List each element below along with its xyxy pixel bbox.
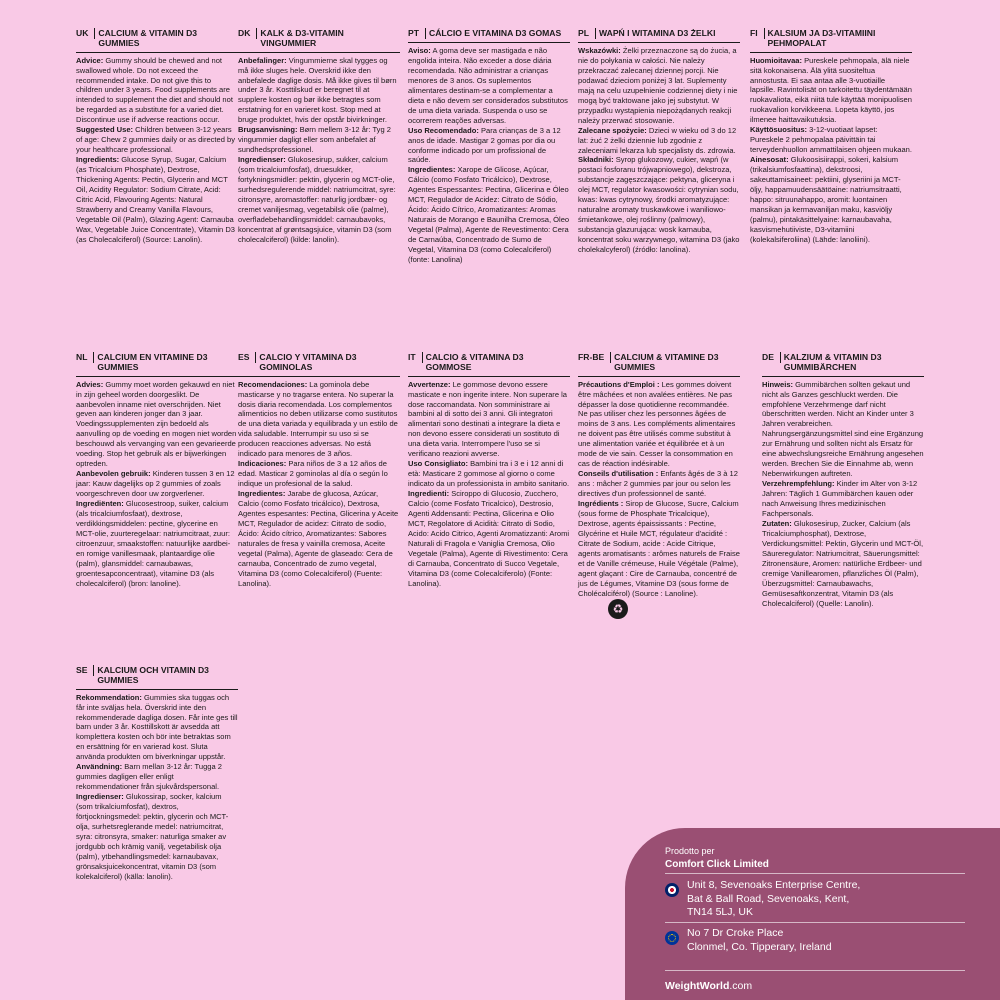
section-title: KALK & D3-VITAMIN VINGUMMIER — [260, 28, 344, 49]
usage-text: Verzehrempfehlung: Kinder im Alter von 3-12 Jahren: Täglich 1 Gummibärchen kauen oder nach Anweisung Ihres medizinischen Fachpersonals. — [762, 479, 918, 519]
advice-text: Wskazówki: Żelki przeznaczone są do żucia, a nie do połykania w całości. Nie należy przekraczać zalecanej dziennej porcji. Nie podawać dzieciom poniżej 3 lat. Suplementy mają na celu uzupełnienie codziennej diety i nie mogą być traktowane jako jej substytut. W przypadku wystąpienia niepożądanych reakcji należy przerwać stosowanie. — [578, 46, 738, 125]
advice-text: Rekommendation: Gummies ska tuggas och får inte sväljas hela. Överskrid inte den rekommenderade dagliga dosen. Får inte ges till barn under 3 år. Kosttillskott är avsedda att komplettera kosten och bör inte betraktas som en ersättning för en varierad kost. Sluta använda produkten om biverkningar uppstår. — [76, 692, 238, 762]
uk-flag-icon — [665, 883, 679, 897]
ingredients-text: Ainesosat: Glukoosisiirappi, sokeri, kalsium (trikalsiumfosfaattina), dekstroosi, sakeuttamisaineet: pektiini, glyseriini ja MCT-öljy, happamuudensäätöaine: natriumsitraatti, happo: sitruunahappo, aromit: luontainen mansikan ja kermavaniljan maku, kasviöljy (palmu), pintakäsittelyaine: karnaubavaha, kasvismehutiiviste, D3-vitamiini (kolekalsiferoliina) (Lähde: lanoliini). — [750, 155, 902, 244]
country-code: UK — [76, 28, 89, 38]
company-name: Comfort Click Limited — [665, 859, 769, 870]
divider — [665, 922, 965, 923]
ingredients-text: Ingredientes: Xarope de Glicose, Açúcar, Cálcio (como Fosfato Tricálcico), Dextrose, Agentes Espessantes: Pectina, Glicerina e Óleo MCT, Regulador de Acidez: Citrato de Sódio, Ácido: Ácido Cítrico, Aromatizantes: Aromas Naturais de Morango e Baunilha Cremosa, Óleo Vegetal (Palma), Agente de Revestimento: Cera de Carnaúba, Concentrado de Sumo de Vegetal, Vitamina D3 (como Colecalciferol) (fonte: Lanolina) — [408, 165, 570, 265]
usage-text: Zalecane spożycie: Dzieci w wieku od 3 do 12 lat: żuć 2 żelki dziennie lub zgodnie z zaleceniami lekarza lub specjalisty ds. zdrowia. — [578, 125, 737, 155]
usage-text: Conseils d'utilisation : Enfants âgés de 3 à 12 ans : mâcher 2 gummies par jour ou selon les directives d'un professionnel de santé. — [578, 469, 738, 499]
address-line: Clonmel, Co. Tipperary, Ireland — [687, 940, 832, 953]
country-code: PL — [578, 28, 589, 38]
advice-text: Huomioitavaa: Pureskele pehmopala, älä niele sitä kokonaisena. Älä ylitä suositeltua annostusta. Ei saa antaa alle 3-vuotiaille lapsille. Ravintolisät on tarkoitettu täydentämään ruokavaliota, eikä niitä tule käyttää monipuolisen ruokavalion korvikkeena. Lopeta käyttö, jos ilmenee haittavaikutuksia. — [750, 55, 912, 125]
brand-website: WeightWorld.com — [665, 980, 753, 992]
country-code: SE — [76, 665, 88, 675]
advice-text: Recomendaciones: La gominola debe masticarse y no tragarse entera. No superar la dosis diaria recomendada. Los complementos alimenticios no deben utilizarse como sustitutos de una dieta variada y equilibrada y un estilo de vida saludable. Interrumpir su uso si se producen reacciones adversas. No está indicado para menores de 3 años. — [238, 379, 398, 459]
divider — [76, 689, 238, 690]
made-for-label: Prodotto per — [665, 846, 715, 856]
ingredients-text: Ingredientes: Jarabe de glucosa, Azúcar, Calcio (como Fosfato tricálcico), Dextrosa, Agentes espesantes: Pectina, Glicerina y Aceite MCT, Regulador de acidez: Citrato de sodio, Ácido: Ácido cítrico, Aromatizantes: Sabores naturales de fresa y vainilla cremosa, Aceite vegetal (Palma), Agente de glaseado: Cera de carnauba, Concentrado de zumo vegetal, Vitamina D3 (como Colecalciferol) (Fuente: Lanolina). — [238, 489, 399, 588]
country-code: DK — [238, 28, 251, 38]
divider — [762, 376, 924, 377]
ingredients-text: Ingredienti: Sciroppo di Glucosio, Zucchero, Calcio (come Fosfato Tricalcico), Destrosio, Agenti Addensanti: Pectina, Glicerina e Olio MCT, Regolatore di Acidità: Citrato di Sodio, Acido: Acido Citrico, Agenti Aromatizzanti: Aromi Naturali di Fragola e Vaniglia Cremosa, Olio Vegetale (Palma), Agente di Rivestimento: Cera di Carnauba, Concentrato di Succo Vegetale, Vitamina D3 (come Colecalciferolo) (Fonte: Lanolina). — [408, 489, 570, 588]
divider — [665, 873, 965, 874]
country-code: IT — [408, 352, 416, 362]
section-pl — [578, 28, 740, 255]
advice-text: Advice: Gummy should be chewed and not swallowed whole. Do not exceed the recommended intake. Do not give this to children under 3 years. Food supplements are intended to supplement the diet and should not be regarded as a substitute for a varied diet. Discontinue use if adverse reactions occur. — [76, 55, 233, 125]
country-code: ES — [238, 352, 250, 362]
country-code: FI — [750, 28, 758, 38]
section-se — [76, 665, 238, 882]
usage-text: Brugsanvisning: Børn mellem 3-12 år: Tyg 2 vingummier dagligt eller som anbefalet af sundhedsprofessionel. — [238, 125, 391, 155]
section-fr-be — [578, 352, 740, 619]
divider — [408, 376, 570, 377]
divider — [665, 970, 965, 971]
section-es — [238, 352, 400, 589]
ingredients-text: Ingredients: Glucose Syrup, Sugar, Calcium (as Tricalcium Phosphate), Dextrose, Thickening Agents: Pectin, Glycerin and MCT Oil, Acidity Regulator: Sodium Citrate, Acid: Citric Acid, Flavouring Agents: Natural Strawberry and Creamy Vanilla Flavours, Vegetable Oil (Palm), Glazing Agent: Carnauba Wax, Vegetable Juice Concentrate), Vitamin D3 (as Cholecalciferol) (Source: Lanolin). — [76, 155, 235, 244]
country-code: FR-BE — [578, 352, 605, 362]
section-de — [762, 352, 924, 609]
ingredients-text: Ingrediënten: Glucosestroop, suiker, calcium (als tricalciumfosfaat), dextrose, verdikkingsmiddelen: pectine, glycerine en MCT-olie, zuurteregelaar: natriumcitraat, zuur: citroenzuur, smaakstoffen: natuurlijke aardbei- en romige vanillesmaak, plantaardige olie (palm), glansmiddel: carnaubawas, groentesapconcentraat), vitamine D3 (als cholecalciferol) (bron: lanoline). — [76, 499, 231, 588]
usage-text: Uso Consigliato: Bambini tra i 3 e i 12 anni di età: Masticare 2 gommose al giorno o come indicato da un professionista in ambito sanitario. — [408, 459, 570, 489]
advice-text: Aviso: A goma deve ser mastigada e não engolida inteira. Não exceder a dose diária recomendada. Não administrar a crianças menores de 3 anos. Os suplementos alimentares destinam-se a complementar a dieta e não devem ser considerados substitutos de uma dieta variada. Suspenda o uso se ocorrerem reações adversas. — [408, 46, 568, 125]
section-fi — [750, 28, 912, 245]
advice-text: Advies: Gummy moet worden gekauwd en niet in zijn geheel worden doorgeslikt. De aanbevolen inname niet overschrijden. Niet geven aan kinderen jonger dan 3 jaar. Voedingssupplementen zijn bedoeld als aanvulling op de voeding en mogen niet worden beschouwd als vervanging van een gevarieerde voeding. Stop het gebruik als er bijwerkingen optreden. — [76, 379, 237, 469]
usage-text: Uso Recomendado: Para crianças de 3 a 12 anos de idade. Mastigar 2 gomas por dia ou conforme indicado por um profissional de saúde. — [408, 125, 561, 165]
section-dk — [238, 28, 400, 245]
country-code: NL — [76, 352, 88, 362]
country-code: PT — [408, 28, 419, 38]
section-it — [408, 352, 570, 589]
eu-address — [665, 927, 832, 954]
divider — [578, 376, 740, 377]
usage-text: Käyttösuositus: 3-12-vuotiaat lapset: Pureskele 2 pehmopalaa päivittäin tai terveydenhuollon ammattilaisen ohjeen mukaan. — [750, 125, 912, 155]
divider — [238, 376, 400, 377]
recycle-icon: ♻ — [608, 599, 628, 619]
section-title: KALSIUM JA D3-VITAMIINI PEHMOPALAT — [767, 28, 876, 49]
ingredients-text: Ingrédients : Sirop de Glucose, Sucre, Calcium (sous forme de Phosphate Tricalcique), Dextrose, agents épaississants : Pectine, Glycérine et Huile MCT, régulateur d'acidité : Citrate de Sodium, acide : Acide Citrique, agents aromatisants : arômes naturels de Fraise et de Vanille crémeuse, Huile Végétale (Palme), agent glaçant : Cire de Carnauba, concentré de jus de Légumes, Vitamine D3 (sous forme de Cholécalciférol) (Source : Lanoline).♻ — [578, 499, 740, 619]
section-title: CALCIUM EN VITAMINE D3 GUMMIES — [97, 352, 208, 373]
divider — [76, 376, 238, 377]
address-line: Unit 8, Sevenoaks Enterprise Centre, — [687, 879, 861, 891]
ingredients-text: Ingredienser: Glukossirap, socker, kalcium (som trikalciumfosfat), dextros, förtjockningsmedel: pektin, glycerin och MCT-olja, surhetsreglerande medel: natriumcitrat, syra: citronsyra, smaker: naturliga smaker av jordgubb och krämig vanilj, vegetabilisk olja (palm), ytbehandlingsmedel: karnaubavax, grönsaksjuicekoncentrat, vitamin D3 (som kolekalciferol) (källa: lanolin). — [76, 792, 229, 881]
divider — [76, 52, 238, 53]
divider — [578, 42, 740, 43]
advice-text: Hinweis: Gummibärchen sollten gekaut und nicht als Ganzes geschluckt werden. Die empfohlene Verzehrmenge darf nicht überschritten werden. Nicht an Kinder unter 3 Jahren verabreichen. Nahrungsergänzungsmittel sind eine Ergänzung zur Ernährung und sollten nicht als Ersatz für eine abwechslungsreiche Ernährung angesehen werden. Brechen Sie die Einnahme ab, wenn Nebenwirkungen auftreten. — [762, 379, 924, 479]
usage-text: Suggested Use: Children between 3-12 years of age: Chew 2 gummies daily or as directed by your healthcare professional. — [76, 125, 235, 155]
section-title: CÁLCIO E VITAMINA D3 GOMAS — [428, 28, 562, 38]
section-title: CALCIO & VITAMINA D3 GOMMOSE — [425, 352, 524, 373]
country-code: DE — [762, 352, 774, 362]
divider — [750, 52, 912, 53]
usage-text: Indicaciones: Para niños de 3 a 12 años de edad. Masticar 2 gominolas al día o según lo indique un profesional de la salud. — [238, 459, 388, 489]
divider — [238, 52, 400, 53]
eu-flag-icon — [665, 931, 679, 945]
section-title: WAPŃ I WITAMINA D3 ŻELKI — [598, 28, 716, 38]
usage-text: Aanbevolen gebruik: Kinderen tussen 3 en 12 jaar: Kauw dagelijks op 2 gummies of zoals voorgeschreven door uw zorgverlener. — [76, 469, 235, 499]
address-line: Bat & Ball Road, Sevenoaks, Kent, — [687, 892, 850, 905]
section-title: KALCIUM OCH VITAMIN D3 GUMMIES — [97, 665, 209, 686]
section-nl — [76, 352, 238, 589]
section-title: CALCIUM & VITAMIN D3 GUMMIES — [98, 28, 198, 49]
advice-text: Précautions d'Emploi : Les gommes doivent être mâchées et non avalées entières. Ne pas dépasser la dose quotidienne recommandée. Ne pas utiliser chez les personnes âgées de moins de 3 ans. Les compléments alimentaires ne doivent pas être utilisés comme substitut à une alimentation variée et équilibrée et à un mode de vie sain. Cesser la consommation en cas de réaction indésirable. — [578, 379, 736, 469]
manufacturer-panel — [625, 828, 1000, 1000]
advice-text: Avvertenze: Le gommose devono essere masticate e non ingerite intere. Non superare la dose raccomandata. Non somministrare ai bambini al di sotto dei 3 anni. Gli integratori alimentari sono destinati a integrare la dieta e non devono essere considerati un sostituto di una dieta varia. Interrompere l'uso se si verificano reazioni avverse. — [408, 379, 567, 459]
divider — [408, 42, 570, 43]
ingredients-text: Ingredienser: Glukosesirup, sukker, calcium (som tricalciumfosfat), druesukker, fortykningsmidler: pektin, glycerin og MCT-olie, surhedsregulerende middel: natriumcitrat, syre: citronsyre, aromastoffer: naturlig jordbær- og cremet vaniljesmag, vegetabilsk olie (palme), overfladebehandlingsmiddel: carnaubavoks, koncentrat af grøntsagsjuice, vitamin D3 (som cholecalciferol) (kilde: lanolin). — [238, 155, 396, 244]
section-title: KALZIUM & VITAMIN D3 GUMMIBÄRCHEN — [783, 352, 882, 373]
usage-text: Användning: Barn mellan 3-12 år: Tugga 2 gummies dagligen eller enligt rekommendationer från sjukvårdspersonal. — [76, 762, 222, 792]
advice-text: Anbefalinger: Vingummierne skal tygges og må ikke sluges hele. Overskrid ikke den anbefalede daglige dosis. Må ikke gives til børn under 3 år. Kosttilskud er beregnet til at supplere kosten og bør ikke betragtes som erstatning for en varieret kost. Stop med at bruge produktet, hvis der opstår bivirkninger. — [238, 55, 397, 125]
ingredients-text: Składniki: Syrop glukozowy, cukier, wapń (w postaci fosforanu trójwapniowego), dekstroza, substancje zagęszczające: pektyna, gliceryna i olej MCT, regulator kwasowości: cytrynian sodu, kwas: kwas cytrynowy, środki aromatyzujące: naturalne aromaty truskawkowe i waniliowo-śmietankowe, olej roślinny (palmowy), substancja glazurująca: wosk karnauba, koncentrat soku warzywnego, witamina D3 (jako cholekalcyferol) (źródło: lanolina). — [578, 155, 740, 255]
section-title: CALCIO Y VITAMINA D3 GOMINOLAS — [259, 352, 357, 373]
section-uk — [76, 28, 238, 245]
uk-address — [665, 879, 860, 920]
section-pt — [408, 28, 570, 265]
address-line: TN14 5LJ, UK — [687, 906, 753, 919]
ingredients-text: Zutaten: Glukosesirup, Zucker, Calcium (als Tricalciumphosphat), Dextrose, Verdickungsmittel: Pektin, Glycerin und MCT-Öl, Säureregulator: Natriumcitrat, Säuerungsmittel: Zitronensäure, Aromen: natürliche Erdbeer- und cremige Vanillearomen, pflanzliches Öl (Palm), Überzugsmittel: Carnaubawachs, Gemüsesaftkonzentrat, Vitamin D3 (als Cholecalciferol) (Quelle: Lanolin). — [762, 518, 924, 608]
address-line: No 7 Dr Croke Place — [687, 927, 784, 939]
section-title: CALCIUM & VITAMINE D3 GUMMIES — [614, 352, 719, 373]
